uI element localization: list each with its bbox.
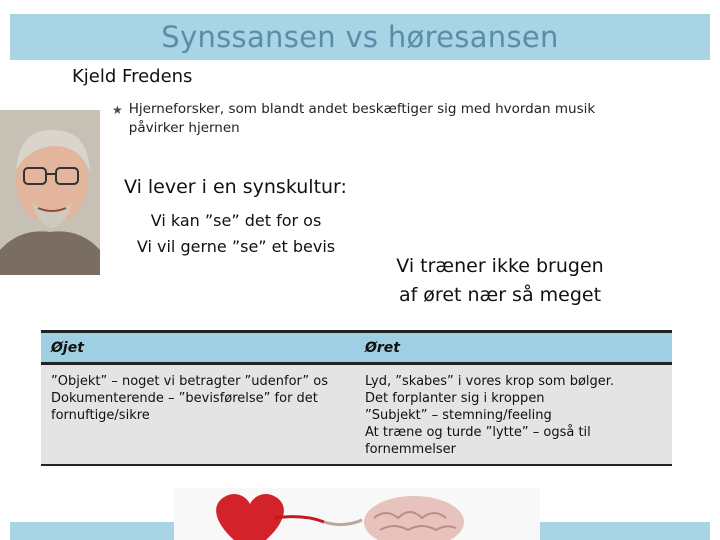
author-name: Kjeld Fredens bbox=[72, 66, 193, 87]
author-portrait bbox=[0, 110, 100, 275]
ear-training-text bbox=[380, 252, 620, 310]
header-ear: Øret bbox=[355, 332, 672, 364]
heart-brain-icon bbox=[174, 488, 540, 540]
ear-training-line: af øret nær så meget bbox=[398, 284, 602, 306]
footer-bar-right bbox=[540, 522, 710, 540]
title-bar bbox=[10, 14, 710, 60]
slide-title: Synssansen vs høresansen bbox=[161, 20, 559, 54]
see-line: Vi vil gerne ”se” et bevis bbox=[136, 237, 336, 256]
see-lines bbox=[120, 208, 352, 260]
cell-line: Dokumenterende – ”bevisførelse” for det fornuftige/sikre bbox=[51, 391, 318, 423]
ear-training-line: Vi træner ikke brugen bbox=[396, 255, 604, 277]
cell-line: Det forplanter sig i kroppen bbox=[365, 391, 545, 406]
heart-brain-illustration bbox=[174, 488, 540, 540]
cell-line: ”Subjekt” – stemning/feeling bbox=[365, 408, 552, 423]
cell-line: Lyd, ”skabes” i vores krop som bølger. bbox=[365, 374, 615, 389]
table-header-row bbox=[41, 332, 672, 364]
header-eye: Øjet bbox=[41, 332, 355, 364]
cell-eye bbox=[41, 364, 355, 466]
footer-bar-left bbox=[10, 522, 174, 540]
cell-line: At træne og turde ”lytte” – også til fornemmelser bbox=[365, 425, 591, 457]
bullet-text: Hjerneforsker, som blandt andet beskæftiger sig med hvordan musik påvirker hjernen bbox=[128, 101, 596, 136]
table-row bbox=[41, 364, 672, 466]
see-line: Vi kan ”se” det for os bbox=[150, 211, 322, 230]
culture-heading: Vi lever i en synskultur: bbox=[124, 176, 347, 198]
cell-line: ”Objekt” – noget vi betragter ”udenfor” os bbox=[51, 374, 329, 389]
portrait-image bbox=[0, 110, 100, 275]
star-icon: ★ bbox=[112, 103, 123, 117]
bullet-item bbox=[112, 100, 652, 138]
cell-ear bbox=[355, 364, 672, 466]
comparison-table bbox=[41, 330, 672, 466]
